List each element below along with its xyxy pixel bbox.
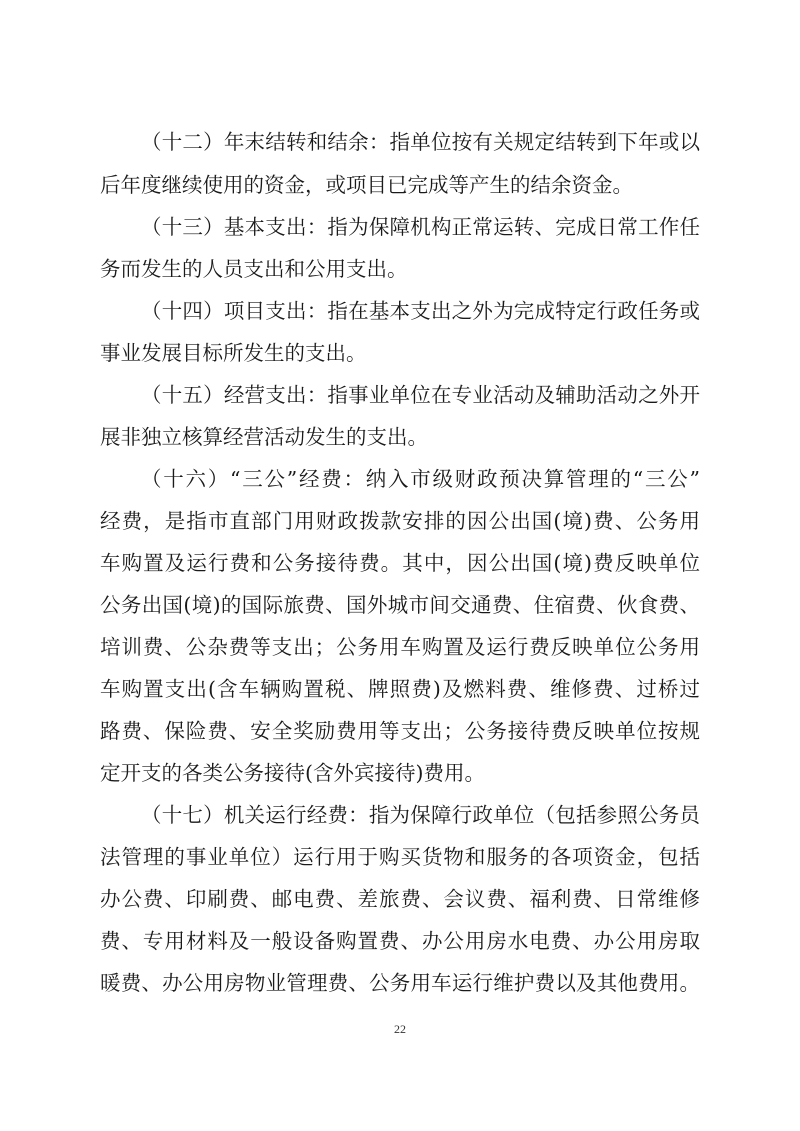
text-line: 费、专用材料及一般设备购置费、办公用房水电费、办公用房取 — [100, 929, 700, 953]
text-line: 暖费、办公用房物业管理费、公务用车运行维护费以及其他费用。 — [100, 971, 700, 995]
text-line: 法管理的事业单位）运行用于购买货物和服务的各项资金，包括 — [100, 845, 700, 869]
text-line: 经费，是指市直部门用财政拨款安排的因公出国(境)费、公务用 — [100, 509, 700, 533]
text-line: （十七）机关运行经费：指为保障行政单位（包括参照公务员 — [141, 803, 700, 827]
text-line: （十二）年末结转和结余：指单位按有关规定结转到下年或以 — [141, 130, 700, 154]
text-line: 定开支的各类公务接待(含外宾接待)费用。 — [100, 761, 485, 785]
text-line: （十六）“三公”经费：纳入市级财政预决算管理的“三公” — [141, 467, 700, 491]
text-line: 路费、保险费、安全奖励费用等支出；公务接待费反映单位按规 — [100, 719, 700, 743]
text-line: 后年度继续使用的资金，或项目已完成等产生的结余资金。 — [100, 173, 633, 197]
text-line: 车购置及运行费和公务接待费。其中，因公出国(境)费反映单位 — [100, 551, 700, 575]
text-line: 车购置支出(含车辆购置税、牌照费)及燃料费、维修费、过桥过 — [100, 677, 700, 701]
page-number: 22 — [394, 1022, 406, 1036]
text-line: （十五）经营支出：指事业单位在专业活动及辅助活动之外开 — [141, 383, 700, 407]
text-line: 培训费、公杂费等支出；公务用车购置及运行费反映单位公务用 — [100, 635, 700, 659]
text-line: 事业发展目标所发生的支出。 — [100, 341, 367, 365]
text-line: 务而发生的人员支出和公用支出。 — [100, 257, 408, 281]
text-line: （十三）基本支出：指为保障机构正常运转、完成日常工作任 — [141, 215, 700, 239]
text-line: 公务出国(境)的国际旅费、国外城市间交通费、住宿费、伙食费、 — [100, 593, 700, 617]
text-line: 展非独立核算经营活动发生的支出。 — [100, 425, 428, 449]
text-line: 办公费、印刷费、邮电费、差旅费、会议费、福利费、日常维修 — [100, 887, 700, 911]
text-line: （十四）项目支出：指在基本支出之外为完成特定行政任务或 — [141, 299, 700, 323]
